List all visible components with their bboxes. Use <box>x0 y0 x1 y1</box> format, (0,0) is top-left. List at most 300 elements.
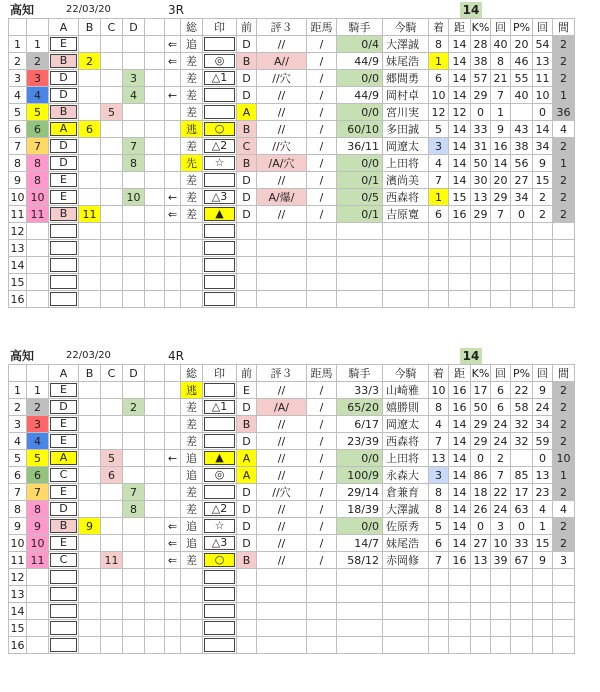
rank-b <box>79 399 101 416</box>
mark-box[interactable]: ☆ <box>204 519 235 533</box>
waku-number: 6 <box>27 467 49 484</box>
dist-horse: / <box>307 416 337 433</box>
rank-c <box>101 257 123 274</box>
arrow <box>165 121 181 138</box>
rank-d <box>123 637 145 654</box>
style <box>181 240 203 257</box>
p-pct <box>511 240 533 257</box>
jockey-stat: 0/5 <box>337 189 383 206</box>
arrow <box>165 399 181 416</box>
row-number: 13 <box>10 241 25 255</box>
table-row[interactable] <box>9 70 575 87</box>
table-row[interactable] <box>9 206 575 223</box>
table-row[interactable] <box>9 484 575 501</box>
count: 22 <box>491 484 511 501</box>
eval: // <box>257 450 307 467</box>
rank-d <box>123 569 145 586</box>
prev: D <box>237 433 257 450</box>
count2: 23 <box>533 484 553 501</box>
k-pct: 26 <box>471 501 491 518</box>
prev <box>237 569 257 586</box>
empty-row <box>9 240 575 257</box>
rank-c <box>101 603 123 620</box>
rank-b <box>79 274 101 291</box>
rank-c: 5 <box>101 450 123 467</box>
rank-b <box>79 104 101 121</box>
rank-a <box>49 467 79 484</box>
p-pct: 33 <box>511 535 533 552</box>
mark-box[interactable]: ◎ <box>204 54 235 68</box>
header-row-number <box>9 19 27 36</box>
jockey-stat: 14/7 <box>337 535 383 552</box>
rank-b <box>79 552 101 569</box>
spacer <box>145 138 165 155</box>
row-number: 5 <box>9 104 27 121</box>
row-number: 2 <box>9 399 27 416</box>
mark-box[interactable]: ◎ <box>204 468 235 482</box>
dist-horse: / <box>307 484 337 501</box>
rank-b <box>79 535 101 552</box>
table-row[interactable] <box>9 382 575 399</box>
table-row[interactable] <box>9 172 575 189</box>
mark-box[interactable]: ○ <box>204 122 235 136</box>
table-row[interactable] <box>9 467 575 484</box>
finish: 5 <box>429 121 449 138</box>
prev: A <box>237 450 257 467</box>
p-pct: 34 <box>511 189 533 206</box>
rank-c <box>101 586 123 603</box>
eval: // <box>257 87 307 104</box>
mark-box[interactable]: ☆ <box>204 156 235 170</box>
spacer <box>145 416 165 433</box>
style <box>181 637 203 654</box>
rank-a <box>49 552 79 569</box>
distance: 14 <box>449 172 471 189</box>
mark-box[interactable] <box>204 434 235 448</box>
jockey-stat <box>337 240 383 257</box>
eval: /A/穴 <box>257 155 307 172</box>
jockey-name <box>383 586 429 603</box>
style: 差 <box>181 416 203 433</box>
race-table <box>8 18 575 308</box>
finish: 10 <box>429 382 449 399</box>
empty-row <box>9 637 575 654</box>
rank-d: 10 <box>123 189 145 206</box>
table-row[interactable] <box>9 399 575 416</box>
mark <box>203 155 237 172</box>
mark-box[interactable]: △1 <box>204 71 235 85</box>
mark-box[interactable] <box>204 417 235 431</box>
finish: 8 <box>429 36 449 53</box>
rank-b <box>79 36 101 53</box>
distance: 14 <box>449 433 471 450</box>
finish <box>429 603 449 620</box>
dist-horse: / <box>307 450 337 467</box>
rank-a-box: A <box>50 122 77 136</box>
count2: 9 <box>533 382 553 399</box>
style: 差 <box>181 104 203 121</box>
eval: // <box>257 552 307 569</box>
jockey-stat: 33/3 <box>337 382 383 399</box>
rank-a-box <box>50 258 77 272</box>
rank-d <box>123 416 145 433</box>
style <box>181 603 203 620</box>
mark-box[interactable]: ▲ <box>204 207 235 221</box>
mark <box>203 382 237 399</box>
dist-horse: / <box>307 36 337 53</box>
arrow: ← <box>165 450 181 467</box>
p-pct <box>511 104 533 121</box>
interval: 10 <box>553 450 575 467</box>
rank-c <box>101 518 123 535</box>
table-row[interactable] <box>9 36 575 53</box>
mark-box[interactable] <box>204 105 235 119</box>
prev <box>237 240 257 257</box>
k-pct: 29 <box>471 87 491 104</box>
k-pct: 86 <box>471 467 491 484</box>
k-pct: 28 <box>471 36 491 53</box>
mark <box>203 274 237 291</box>
style <box>181 586 203 603</box>
finish: 13 <box>429 450 449 467</box>
rank-c: 11 <box>101 552 123 569</box>
distance: 16 <box>449 552 471 569</box>
spacer <box>145 535 165 552</box>
interval: 2 <box>553 36 575 53</box>
mark <box>203 206 237 223</box>
spacer <box>145 637 165 654</box>
distance: 14 <box>449 121 471 138</box>
rank-a-box <box>50 570 77 584</box>
rank-a-box: A <box>50 451 77 465</box>
mark-box[interactable]: ○ <box>204 553 235 567</box>
row-number: 15 <box>10 275 25 289</box>
table-row[interactable] <box>9 189 575 206</box>
rank-d <box>123 240 145 257</box>
k-pct: 38 <box>471 53 491 70</box>
header-eval: 評３ <box>257 19 307 36</box>
header-jockey-name: 今騎 <box>383 365 429 382</box>
mark-box[interactable] <box>204 88 235 102</box>
rank-a-box: C <box>50 553 77 567</box>
rank-b <box>79 501 101 518</box>
interval: 2 <box>553 484 575 501</box>
jockey-stat <box>337 223 383 240</box>
waku-number: 8 <box>27 501 49 518</box>
mark <box>203 70 237 87</box>
k-pct: 31 <box>471 138 491 155</box>
table-row[interactable] <box>9 87 575 104</box>
row-number: 4 <box>9 87 27 104</box>
p-pct <box>511 603 533 620</box>
count2 <box>533 257 553 274</box>
header-waku-number <box>27 365 49 382</box>
race-label: 4R <box>168 349 184 363</box>
eval <box>257 257 307 274</box>
waku-number: 7 <box>27 138 49 155</box>
table-row[interactable] <box>9 155 575 172</box>
k-pct <box>471 274 491 291</box>
distance: 14 <box>449 450 471 467</box>
rank-c <box>101 189 123 206</box>
interval: 2 <box>553 416 575 433</box>
header-p-pct: P% <box>511 365 533 382</box>
count2: 15 <box>533 535 553 552</box>
jockey-stat <box>337 274 383 291</box>
count2 <box>533 620 553 637</box>
header-prev: 前 <box>237 19 257 36</box>
rank-a-box: D <box>50 156 77 170</box>
p-pct <box>511 257 533 274</box>
rank-d <box>123 291 145 308</box>
rank-d: 3 <box>123 70 145 87</box>
distance: 16 <box>449 206 471 223</box>
style: 差 <box>181 433 203 450</box>
k-pct: 33 <box>471 121 491 138</box>
mark <box>203 535 237 552</box>
k-pct: 50 <box>471 399 491 416</box>
mark-box[interactable]: △2 <box>204 502 235 516</box>
count <box>491 603 511 620</box>
waku-number: 9 <box>27 518 49 535</box>
distance <box>449 240 471 257</box>
header-style: 総 <box>181 365 203 382</box>
count2 <box>533 637 553 654</box>
header-waku-number <box>27 19 49 36</box>
p-pct <box>511 569 533 586</box>
rank-b <box>79 138 101 155</box>
rank-a-box <box>50 241 77 255</box>
eval <box>257 586 307 603</box>
table-row[interactable] <box>9 138 575 155</box>
table-row[interactable] <box>9 433 575 450</box>
interval: 2 <box>553 53 575 70</box>
table-row[interactable] <box>9 53 575 70</box>
count2: 4 <box>533 501 553 518</box>
eval <box>257 620 307 637</box>
eval <box>257 603 307 620</box>
mark-box[interactable]: ▲ <box>204 451 235 465</box>
dist-horse: / <box>307 87 337 104</box>
prev: D <box>237 172 257 189</box>
p-pct <box>511 586 533 603</box>
count <box>491 637 511 654</box>
rank-a <box>49 433 79 450</box>
spacer <box>145 450 165 467</box>
rank-a <box>49 518 79 535</box>
waku-number: 1 <box>27 382 49 399</box>
count: 7 <box>491 206 511 223</box>
row-number: 12 <box>10 224 25 238</box>
rank-a-box <box>50 621 77 635</box>
mark <box>203 189 237 206</box>
mark <box>203 467 237 484</box>
jockey-name: 佐原秀 <box>383 518 429 535</box>
mark <box>203 121 237 138</box>
dist-horse: / <box>307 206 337 223</box>
interval: 2 <box>553 433 575 450</box>
mark-box[interactable]: △2 <box>204 139 235 153</box>
waku-number: 5 <box>27 450 49 467</box>
rank-a <box>49 155 79 172</box>
jockey-name: 吉原寛 <box>383 206 429 223</box>
style: 差 <box>181 484 203 501</box>
jockey-stat: 100/9 <box>337 467 383 484</box>
jockey-stat: 6/17 <box>337 416 383 433</box>
spacer <box>145 87 165 104</box>
venue-label: 高知 <box>10 3 35 17</box>
distance <box>449 274 471 291</box>
header-arrow <box>165 19 181 36</box>
table-row[interactable] <box>9 450 575 467</box>
interval: 2 <box>553 535 575 552</box>
table-row[interactable] <box>9 416 575 433</box>
count <box>491 291 511 308</box>
row-number: 6 <box>9 467 27 484</box>
interval: 2 <box>553 172 575 189</box>
count2: 54 <box>533 36 553 53</box>
jockey-stat: 36/11 <box>337 138 383 155</box>
prev: D <box>237 484 257 501</box>
prev: B <box>237 121 257 138</box>
rank-a-box: B <box>50 54 77 68</box>
rank-b <box>79 257 101 274</box>
arrow <box>165 172 181 189</box>
table-row[interactable] <box>9 121 575 138</box>
rank-c <box>101 121 123 138</box>
mark-box[interactable] <box>204 485 235 499</box>
distance <box>449 291 471 308</box>
rank-c: 6 <box>101 467 123 484</box>
mark-box[interactable] <box>204 383 235 397</box>
mark-box[interactable] <box>204 173 235 187</box>
p-pct: 43 <box>511 121 533 138</box>
mark-box[interactable]: △3 <box>204 536 235 550</box>
eval: // <box>257 104 307 121</box>
eval: // <box>257 416 307 433</box>
distance <box>449 620 471 637</box>
row-number: 3 <box>9 70 27 87</box>
distance: 14 <box>449 36 471 53</box>
count2: 24 <box>533 399 553 416</box>
mark-box[interactable] <box>204 37 235 51</box>
mark-box <box>204 241 235 255</box>
arrow: ⇐ <box>165 518 181 535</box>
row-number: 11 <box>10 553 25 567</box>
rank-d <box>123 36 145 53</box>
table-row[interactable] <box>9 535 575 552</box>
rank-a <box>49 603 79 620</box>
arrow: ⇐ <box>165 535 181 552</box>
mark <box>203 450 237 467</box>
header-jockey-stat: 騎手 <box>337 365 383 382</box>
rank-a-box: E <box>50 434 77 448</box>
rank-a <box>49 501 79 518</box>
finish: 4 <box>429 416 449 433</box>
mark-box[interactable]: △3 <box>204 190 235 204</box>
mark <box>203 552 237 569</box>
style: 追 <box>181 450 203 467</box>
jockey-name: 岡村卓 <box>383 87 429 104</box>
dist-horse <box>307 291 337 308</box>
distance: 15 <box>449 189 471 206</box>
style: 差 <box>181 189 203 206</box>
style <box>181 223 203 240</box>
p-pct: 67 <box>511 552 533 569</box>
rank-c <box>101 382 123 399</box>
table-row[interactable] <box>9 501 575 518</box>
waku-number: 1 <box>27 36 49 53</box>
finish: 7 <box>429 552 449 569</box>
p-pct <box>511 450 533 467</box>
rank-c <box>101 569 123 586</box>
jockey-name: 妹尾浩 <box>383 535 429 552</box>
finish: 3 <box>429 138 449 155</box>
eval <box>257 274 307 291</box>
dist-horse: / <box>307 172 337 189</box>
waku-number: 11 <box>27 206 49 223</box>
count2: 9 <box>533 552 553 569</box>
rank-a <box>49 274 79 291</box>
distance <box>449 257 471 274</box>
header-interval: 間 <box>553 19 575 36</box>
rank-a <box>49 399 79 416</box>
count: 7 <box>491 87 511 104</box>
mark <box>203 36 237 53</box>
rank-d: 7 <box>123 138 145 155</box>
waku-number <box>27 240 49 257</box>
rank-b <box>79 70 101 87</box>
rank-a <box>49 416 79 433</box>
p-pct: 0 <box>511 518 533 535</box>
rank-d <box>123 257 145 274</box>
count2 <box>533 603 553 620</box>
jockey-stat: 18/39 <box>337 501 383 518</box>
distance: 14 <box>449 501 471 518</box>
rank-a <box>49 206 79 223</box>
mark-box <box>204 587 235 601</box>
row-number: 1 <box>9 36 27 53</box>
rank-a-box: D <box>50 400 77 414</box>
jockey-name: 永森大 <box>383 467 429 484</box>
mark <box>203 433 237 450</box>
eval: //穴 <box>257 70 307 87</box>
prev <box>237 291 257 308</box>
interval: 4 <box>553 501 575 518</box>
header-rank-c: C <box>101 19 123 36</box>
finish: 6 <box>429 70 449 87</box>
header-count2: 回 <box>533 19 553 36</box>
p-pct: 32 <box>511 433 533 450</box>
table-row[interactable] <box>9 552 575 569</box>
rank-d <box>123 274 145 291</box>
rank-d <box>123 450 145 467</box>
style: 追 <box>181 535 203 552</box>
table-row[interactable] <box>9 518 575 535</box>
jockey-name: 妹尾浩 <box>383 53 429 70</box>
finish: 10 <box>429 87 449 104</box>
header-row-number <box>9 365 27 382</box>
empty-row <box>9 257 575 274</box>
row-number: 15 <box>10 621 25 635</box>
k-pct: 13 <box>471 552 491 569</box>
header-count: 回 <box>491 365 511 382</box>
arrow <box>165 501 181 518</box>
table-row[interactable] <box>9 104 575 121</box>
eval: // <box>257 36 307 53</box>
mark-box[interactable]: △1 <box>204 400 235 414</box>
rank-b <box>79 172 101 189</box>
